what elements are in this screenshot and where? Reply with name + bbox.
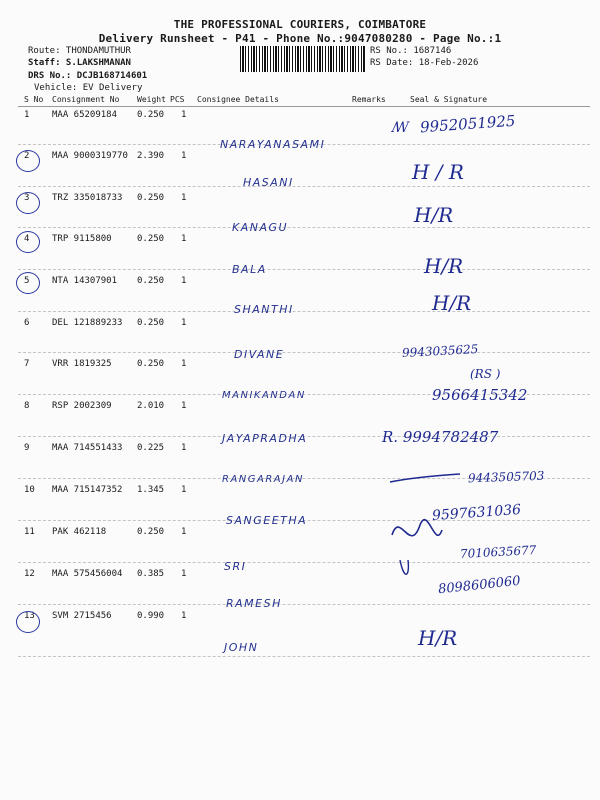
rs-number: RS No.: 1687146: [370, 46, 452, 56]
cell-weight: 0.250: [137, 527, 165, 537]
handwritten-signature: R. 9994782487: [382, 428, 499, 446]
row-divider: [18, 604, 590, 605]
cell-consignment: MAA 714551433: [52, 443, 123, 453]
cell-consignment: MAA 9000319770: [52, 151, 128, 161]
handwritten-signature: 8098606060: [437, 573, 522, 598]
cell-consignment: TRP 9115800: [52, 234, 112, 244]
cell-weight: 2.390: [137, 151, 165, 161]
row-divider: [18, 269, 590, 270]
handwritten-signature: 9566415342: [432, 386, 528, 404]
handwritten-name: SANGEETHA: [226, 514, 308, 527]
col-weight: Weight: [137, 95, 166, 104]
handwritten-name: KANAGU: [232, 221, 289, 234]
cell-consignment: MAA 715147352: [52, 485, 123, 495]
handwritten-signature: 9952051925: [419, 111, 516, 137]
cell-consignment: PAK 462118: [52, 527, 107, 537]
row-divider: [18, 562, 590, 563]
handwritten-signature: 9597631036: [431, 501, 522, 525]
row-divider: [18, 311, 590, 312]
cell-pcs: 1: [181, 276, 187, 286]
cell-sno: 3: [24, 193, 30, 203]
cell-sno: 4: [24, 234, 30, 244]
barcode: [240, 46, 366, 72]
sno-circle: [16, 231, 40, 253]
row-divider: [18, 656, 590, 657]
handwritten-name: JAYAPRADHA: [222, 432, 308, 445]
col-consignment: Consignment No: [52, 95, 120, 104]
rs-date: RS Date: 18-Feb-2026: [370, 58, 479, 68]
cell-weight: 1.345: [137, 485, 165, 495]
handwritten-name: DIVANE: [234, 348, 285, 361]
handwritten-name: MANIKANDAN: [222, 390, 306, 401]
cell-sno: 5: [24, 276, 30, 286]
cell-sno: 10: [24, 485, 35, 495]
cell-sno: 9: [24, 443, 30, 453]
col-sno: S No: [24, 95, 44, 104]
cell-pcs: 1: [181, 110, 187, 120]
cell-consignment: NTA 14307901: [52, 276, 118, 286]
cell-weight: 0.225: [137, 443, 165, 453]
vehicle-label: Vehicle: EV Delivery: [34, 83, 143, 93]
cell-weight: 0.250: [137, 234, 165, 244]
cell-sno: 8: [24, 401, 30, 411]
row-divider: [18, 186, 590, 187]
cell-consignment: RSP 2002309: [52, 401, 112, 411]
cell-consignment: MAA 65209184: [52, 110, 118, 120]
sno-circle: [16, 611, 40, 633]
cell-pcs: 1: [181, 193, 187, 203]
cell-weight: 0.250: [137, 318, 165, 328]
cell-sno: 12: [24, 569, 35, 579]
handwritten-signature: H/R: [424, 254, 464, 278]
handwritten-signature: (RS ): [470, 367, 501, 381]
staff-label: Staff: S.LAKSHMANAN: [28, 58, 131, 68]
header-divider: [18, 106, 590, 107]
cell-sno: 2: [24, 151, 30, 161]
handwritten-signature: H/R: [418, 626, 458, 650]
handwritten-name: RAMESH: [226, 597, 282, 610]
cell-pcs: 1: [181, 401, 187, 411]
cell-weight: 2.010: [137, 401, 165, 411]
cell-consignment: SVM 2715456: [52, 611, 112, 621]
handwritten-signature: H/R: [414, 203, 454, 227]
sno-circle: [16, 272, 40, 294]
cell-consignment: TRZ 335018733: [52, 193, 123, 203]
cell-weight: 0.250: [137, 193, 165, 203]
col-consignee: Consignee Details: [197, 95, 279, 104]
sno-circle: [16, 150, 40, 172]
cell-pcs: 1: [181, 611, 187, 621]
col-remarks: Remarks: [352, 95, 386, 104]
handwritten-name: SRI: [224, 560, 247, 573]
cell-pcs: 1: [181, 527, 187, 537]
cell-pcs: 1: [181, 443, 187, 453]
handwritten-name: NARAYANASAMI: [220, 138, 326, 151]
cell-sno: 1: [24, 110, 30, 120]
handwritten-name: HASANI: [243, 176, 294, 189]
cell-sno: 13: [24, 611, 35, 621]
cell-pcs: 1: [181, 359, 187, 369]
handwritten-name: BALA: [232, 263, 267, 276]
handwritten-signature: 7010635677: [459, 543, 537, 561]
runsheet-subtitle: Delivery Runsheet - P41 - Phone No.:9047080280 - Page No.:1: [98, 32, 502, 45]
col-seal-signature: Seal & Signature: [410, 95, 488, 104]
cell-consignment: MAA 575456004: [52, 569, 123, 579]
drs-number: DRS No.: DCJB168714601: [28, 71, 148, 81]
handwritten-name: RANGARAJAN: [222, 474, 304, 485]
company-title: THE PROFESSIONAL COURIERS, COIMBATORE: [173, 18, 427, 31]
cell-sno: 6: [24, 318, 30, 328]
cell-weight: 0.385: [137, 569, 165, 579]
cell-weight: 0.250: [137, 359, 165, 369]
sno-circle: [16, 192, 40, 214]
handwritten-name: JOHN: [224, 641, 259, 654]
cell-sno: 7: [24, 359, 30, 369]
cell-pcs: 1: [181, 318, 187, 328]
handwritten-name: SHANTHI: [234, 303, 294, 316]
handwritten-signature: 9443505703: [467, 468, 545, 486]
handwritten-signature: H/R: [432, 291, 472, 315]
cell-sno: 11: [24, 527, 35, 537]
cell-pcs: 1: [181, 569, 187, 579]
cell-weight: 0.250: [137, 276, 165, 286]
row-divider: [18, 352, 590, 353]
signature-mark: ꟿ: [392, 120, 409, 136]
cell-weight: 0.990: [137, 611, 165, 621]
row-divider: [18, 227, 590, 228]
scribble-signature: [380, 460, 470, 590]
route-label: Route: THONDAMUTHUR: [28, 46, 131, 56]
handwritten-signature: 9943035625: [401, 342, 479, 360]
cell-pcs: 1: [181, 234, 187, 244]
cell-weight: 0.250: [137, 110, 165, 120]
handwritten-signature: H / R: [412, 160, 464, 184]
col-pcs: PCS: [170, 95, 185, 104]
cell-consignment: DEL 121889233: [52, 318, 123, 328]
cell-pcs: 1: [181, 485, 187, 495]
cell-pcs: 1: [181, 151, 187, 161]
cell-consignment: VRR 1819325: [52, 359, 112, 369]
